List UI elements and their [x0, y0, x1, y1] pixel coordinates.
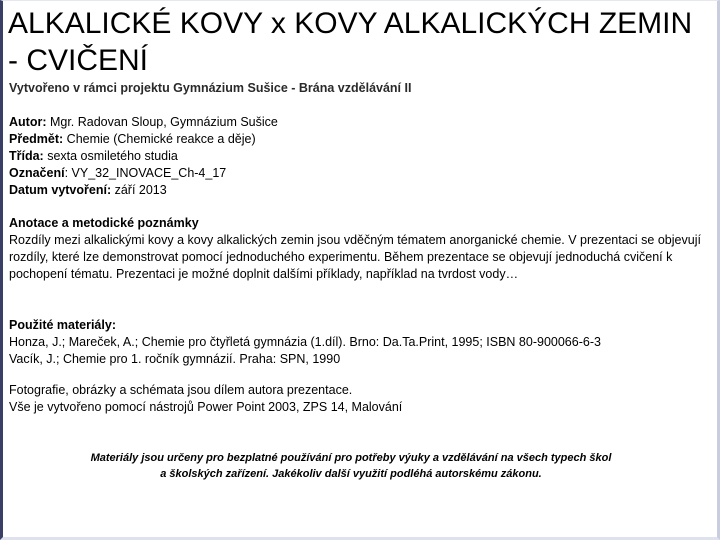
project-subtitle: Vytvořeno v rámci projektu Gymnázium Sušice - Brána vzdělávání II — [9, 81, 412, 95]
materials-reference-2: Vacík, J.; Chemie pro 1. ročník gymnázií. Praha: SPN, 1990 — [9, 352, 341, 366]
license-disclaimer — [43, 450, 659, 482]
author-value: Mgr. Radovan Sloup, Gymnázium Sušice — [46, 115, 278, 129]
materials-heading: Použité materiály: — [9, 318, 116, 332]
date-value: září 2013 — [111, 183, 167, 197]
credits-line-1: Fotografie, obrázky a schémata jsou dílem autora prezentace. — [9, 383, 353, 397]
annotation-text: Rozdíly mezi alkalickými kovy a kovy alkalických zemin jsou vděčným tématem anorganické chemie. V prezentaci se objevují rozdíly, které lze demonstrovat pomocí jednoduchého experimentu. Během prezentace se objevují jednoduchá cvičení k pochopení tématu. Prezentaci je možné doplnit dalšími příklady, například na tvrdost vody… — [9, 233, 701, 281]
subject-row — [9, 131, 278, 148]
annotation-section — [9, 215, 715, 283]
metadata-block — [9, 114, 278, 199]
materials-section — [9, 317, 715, 368]
page-title: ALKALICKÉ KOVY x KOVY ALKALICKÝCH ZEMIN - CVIČENÍ — [8, 7, 693, 77]
materials-reference-1: Honza, J.; Mareček, A.; Chemie pro čtyřletá gymnázia (1.díl). Brno: Da.Ta.Print, 1995; ISBN 80-900066-6-3 — [9, 335, 601, 349]
disclaimer-line-1: Materiály jsou určeny pro bezplatné používání pro potřeby výuky a vzdělávání na všech typech škol — [90, 452, 612, 464]
credits-line-2: Vše je vytvořeno pomocí nástrojů Power Point 2003, ZPS 14, Malování — [9, 400, 403, 414]
code-value: : VY_32_INOVACE_Ch-4_17 — [64, 166, 227, 180]
disclaimer-line-2: a školských zařízení. Jakékoliv další využití podléhá autorskému zákonu. — [160, 468, 542, 480]
class-value: sexta osmiletého studia — [43, 149, 178, 163]
code-label: Označení — [9, 166, 65, 180]
annotation-heading: Anotace a metodické poznámky — [9, 216, 199, 230]
class-label: Třída: — [9, 149, 44, 163]
date-label: Datum vytvoření: — [9, 183, 112, 197]
author-row — [9, 114, 278, 131]
code-row — [9, 165, 278, 182]
author-label: Autor: — [9, 115, 47, 129]
class-row — [9, 148, 278, 165]
date-row — [9, 182, 278, 199]
subject-value: Chemie (Chemické reakce a děje) — [63, 132, 256, 146]
subject-label: Předmět: — [9, 132, 64, 146]
credits-section — [9, 382, 715, 416]
